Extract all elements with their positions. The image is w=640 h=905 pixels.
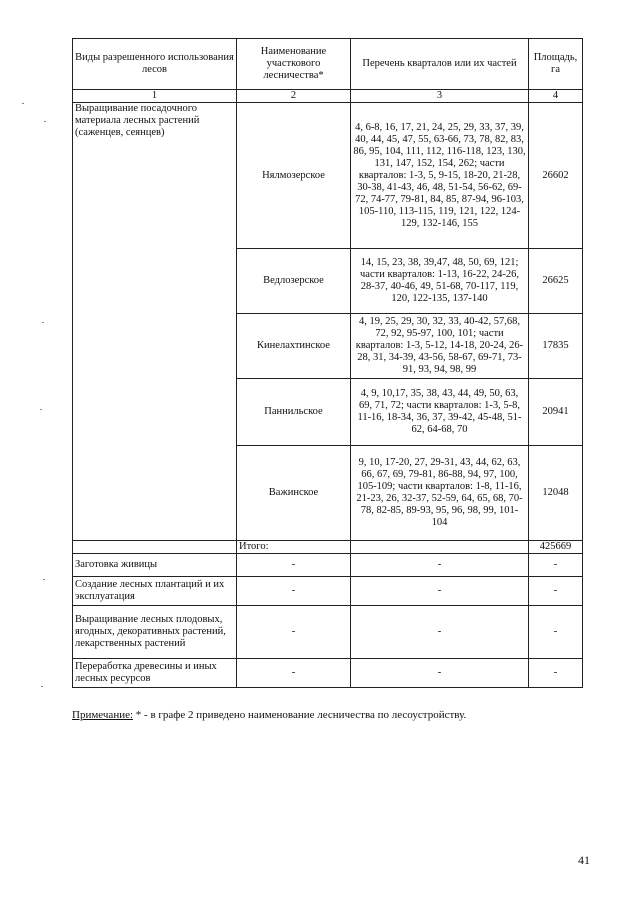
forest-use-table bbox=[72, 38, 583, 688]
quarters-dash: - bbox=[351, 577, 529, 606]
table-row bbox=[73, 554, 583, 577]
area-value: 26625 bbox=[529, 249, 583, 314]
header-area: Площадь, га bbox=[529, 39, 583, 90]
total-empty-cell bbox=[351, 541, 529, 554]
header-forestry: Наименование участкового лесничества* bbox=[237, 39, 351, 90]
total-empty-cell bbox=[73, 541, 237, 554]
header-quarters: Перечень кварталов или их частей bbox=[351, 39, 529, 90]
column-number-row bbox=[73, 90, 583, 103]
use-type-name: Создание лесных плантаций и их эксплуатация bbox=[73, 577, 237, 606]
quarters-dash: - bbox=[351, 554, 529, 577]
forestry-name: Важинское bbox=[237, 446, 351, 541]
scan-speck bbox=[42, 322, 44, 323]
area-dash: - bbox=[529, 577, 583, 606]
area-dash: - bbox=[529, 554, 583, 577]
area-value: 20941 bbox=[529, 379, 583, 446]
use-type-name: Заготовка живицы bbox=[73, 554, 237, 577]
forestry-dash: - bbox=[237, 554, 351, 577]
quarters-list: 4, 9, 10,17, 35, 38, 43, 44, 49, 50, 63, 69, 71, 72; части кварталов: 1-3, 5-8, 11-16, 18-34, 36, 37, 39-42, 45-48, 51-62, 64-68, 70 bbox=[351, 379, 529, 446]
column-number: 4 bbox=[529, 90, 583, 103]
forestry-name: Ведлозерское bbox=[237, 249, 351, 314]
table-header-row bbox=[73, 39, 583, 90]
forestry-dash: - bbox=[237, 659, 351, 688]
forestry-dash: - bbox=[237, 606, 351, 659]
quarters-list: 14, 15, 23, 38, 39,47, 48, 50, 69, 121; части кварталов: 1-13, 16-22, 24-26, 28-37, 40-46, 49, 51-68, 70-117, 119, 120, 122-135, 137-140 bbox=[351, 249, 529, 314]
total-area: 425669 bbox=[529, 541, 583, 554]
scan-speck bbox=[40, 409, 42, 410]
area-value: 12048 bbox=[529, 446, 583, 541]
footnote-text: * - в графе 2 приведено наименование лесничества по лесоустройству. bbox=[133, 709, 467, 721]
header-use-type: Виды разрешенного использования лесов bbox=[73, 39, 237, 90]
use-type-name: Переработка древесины и иных лесных ресурсов bbox=[73, 659, 237, 688]
area-value: 26602 bbox=[529, 103, 583, 249]
area-dash: - bbox=[529, 606, 583, 659]
table-row bbox=[73, 103, 583, 249]
table-row bbox=[73, 577, 583, 606]
forestry-name: Кинелахтинское bbox=[237, 314, 351, 379]
scan-speck bbox=[43, 579, 45, 580]
column-number: 2 bbox=[237, 90, 351, 103]
area-value: 17835 bbox=[529, 314, 583, 379]
footnote bbox=[72, 709, 466, 721]
scan-speck bbox=[41, 686, 43, 687]
quarters-list: 4, 6-8, 16, 17, 21, 24, 25, 29, 33, 37, 39, 40, 44, 45, 47, 55, 63-66, 73, 78, 82, 83, 86, 95, 104, 111, 112, 116-118, 123, 130, 131, 147, 152, 154, 262; части кварталов: 1-3, 5, 9-15, 18-20, 21-28, 30-38, 41-43, 46, 48, 51-54, 56-62, 69-72, 74-77, 79-81, 84, 85, 87-94, 96-103, 105-110, 113-115, 119, 121, 122, 124-129, 132-146, 155 bbox=[351, 103, 529, 249]
quarters-list: 4, 19, 25, 29, 30, 32, 33, 40-42, 57,68, 72, 92, 95-97, 100, 101; части кварталов: 1-3, 5-12, 14-18, 20-24, 26-28, 31, 34-39, 43-56, 58-67, 69-71, 73-91, 93, 94, 98, 99 bbox=[351, 314, 529, 379]
forestry-dash: - bbox=[237, 577, 351, 606]
footnote-label: Примечание: bbox=[72, 709, 134, 721]
table-row bbox=[73, 606, 583, 659]
main-use-cell: Выращивание посадочного материала лесных растений (саженцев, сеянцев) bbox=[73, 103, 237, 541]
quarters-list: 9, 10, 17-20, 27, 29-31, 43, 44, 62, 63, 66, 67, 69, 79-81, 86-88, 94, 97, 100, 105-109; части кварталов: 1-8, 11-16, 21-23, 26, 32-37, 52-59, 64, 65, 68, 70-78, 82-85, 89-93, 95, 96, 98, 99, 101-104 bbox=[351, 446, 529, 541]
column-number: 3 bbox=[351, 90, 529, 103]
area-dash: - bbox=[529, 659, 583, 688]
total-row bbox=[73, 541, 583, 554]
quarters-dash: - bbox=[351, 606, 529, 659]
page-number: 41 bbox=[578, 853, 590, 867]
table-row bbox=[73, 659, 583, 688]
column-number: 1 bbox=[73, 90, 237, 103]
forestry-name: Нялмозерское bbox=[237, 103, 351, 249]
quarters-dash: - bbox=[351, 659, 529, 688]
use-type-name: Выращивание лесных плодовых, ягодных, декоративных растений, лекарственных растений bbox=[73, 606, 237, 659]
total-label: Итого: bbox=[237, 541, 351, 554]
scan-speck bbox=[44, 121, 46, 122]
scan-speck bbox=[22, 103, 24, 104]
forestry-name: Паннильское bbox=[237, 379, 351, 446]
